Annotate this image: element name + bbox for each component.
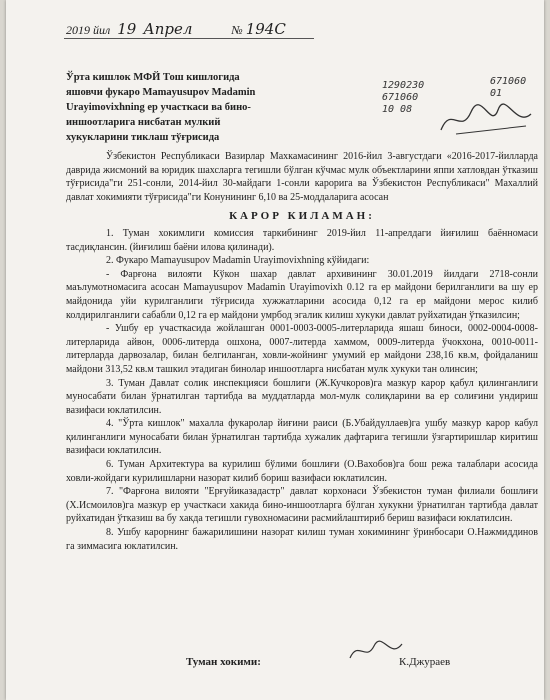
date-day: 19 [117, 20, 137, 38]
decree-item: - Ушбу ер участкасида жойлашган 0001-0003-0005-литерларида яшаш биноси, 0002-0004-0008-литерларида айвон, 0006-литерда ошхона, 0007-литерда хаммом, 0009-литерда ўчокхона, 0010-0011-литерларда дарвозалар, билан белгиланган, ховли-жойнинг умумий ер майдони 238,16 кв.м, фойдаланиш майдони 313,52 кв.м ташкил этадиган бинолар иншоотларга нисбатан мулк хукуки тан олинсин; [66, 323, 538, 375]
decree-item: 7. "Фарғона вилояти "Ерғуйиказадастр" давлат корхонаси Ўзбекистон туман филиали бошлиғи (Х.Исмоилов)га мазкур ер участкаси хакида бино-иншоотларга бўлган хукукни ўрнатилган тартибда давлат руйхатидан ўтказиш ва бу хакда тегишли гувохномасини расмийлаштириб бериш вазифаси юклатилсин. [66, 486, 538, 525]
subject-line: Urayimovixhning ер участкаси ва бино- [66, 102, 251, 113]
handwritten-signature-icon [436, 100, 536, 140]
handwritten-line: 671060 [490, 76, 527, 87]
handwritten-note-left [382, 80, 424, 116]
subject-line: яшовчи фукаро Mamayusupov Madamin [66, 87, 256, 98]
decree-date-number [66, 20, 286, 38]
signer-title: Туман хокими: [186, 656, 261, 668]
decree-item: 4. "Ўрта кишлок" махалла фукаролар йиғини раиси (Б.Убайдуллаев)га ушбу мазкур карор кабул қилинганлиги муносабати билан ўрнатилган тартибда хужалик дафтарига тегишли ўзгартиришлар киритиш вазифаси юклатилсин. [66, 418, 538, 457]
decree-item: 8. Ушбу карорнинг бажарилишини назорат килиш туман хокимининг ўринбосари О.Нажмиддинов га зиммасига юклатилсин. [66, 527, 538, 552]
year-prefix: 2019 йил [66, 23, 111, 37]
decree-item: 6. Туман Архитектура ва курилиш бўлими бошлиғи (О.Вахобов)га бош режа талаблари асосида ховли-жойдаги курилишларни назорат килиб бориш вазифаси юклатилсин. [66, 459, 538, 484]
official-signature-icon [346, 636, 406, 666]
decide-heading: КАРОР КИЛАМАН: [229, 210, 375, 223]
handwritten-line: 01 [490, 88, 503, 99]
handwritten-line: 1290230 [382, 80, 425, 91]
header-underline [64, 38, 314, 39]
date-month: Апрел [143, 20, 193, 38]
handwritten-note-right [490, 76, 526, 100]
decree-item: - Фарғона вилояти Кўкон шахар давлат архивининг 30.01.2019 йилдаги 2718-сонли маълумотномасига асосан Mamayusupov Madamin Urayimovixh 0.12 га ер майдони берилганлиги ва шу ер майдонида уйи курилганлиги тўғрисида хужжатларини асосида 0,12 га ер майдони мерос килиб колдирилганлиги сабабли 0,12 га ер майдони умрбод эгалик килиш хукуки давлат руйхатидан ўтказилсин; [66, 268, 538, 321]
subject-line: хукукларини тиклаш тўғрисида [66, 132, 220, 143]
decree-item: 1. Туман хокимлиги комиссия таркибининг 2019-йил 11-апрелдаги йиғилиш баённомаси тасдиқлансин. (йиғилиш баёни илова қилинади). [66, 227, 538, 253]
subject-line: иншоотларига нисбатан мулкий [66, 117, 221, 128]
decree-body [66, 150, 538, 553]
handwritten-line: 10 08 [382, 104, 413, 115]
signer-name: К.Джураев [399, 656, 451, 668]
preamble-paragraph: Ўзбекистон Республикаси Вазирлар Махкамасининг 2016-йил 3-августдаги «2016-2017-йилларда даврида жисмоний ва юридик шахсларга тегишли бўлган кўчмас мулк объектларини яппи хатловдан ўтказиш тўғрисида"ги 251-сонли, 2014-йил 30-майдаги 1-сонли карорига ва Ўзбекистон Республикаси" Махаллий давлат хокимияти тўғрисида"ги Конунининг 6,10 ва 25-моддаларига асосан [66, 151, 538, 203]
decree-subject [66, 70, 318, 145]
number-label: № [231, 23, 243, 37]
decree-number: 194С [245, 20, 286, 38]
decree-item: 3. Туман Давлат солик инспекцияси бошлиги (Ж.Кучкоров)га мазкур карор қабул қилинганлиги муносабати билан ўрнатилган тартибда ва муддатларда мол-мулк солиқларини ва ер солиғини ундириш вазифаси юклатилсин. [66, 377, 538, 416]
handwritten-line: 671060 [382, 92, 419, 103]
subject-line: Ўрта кишлок МФЙ Тош кишлогида [66, 72, 240, 83]
document-page [6, 0, 544, 700]
decree-item: 2. Фукаро Mamayusupov Madamin Urayimovixhning кўйидаги: [106, 255, 370, 267]
